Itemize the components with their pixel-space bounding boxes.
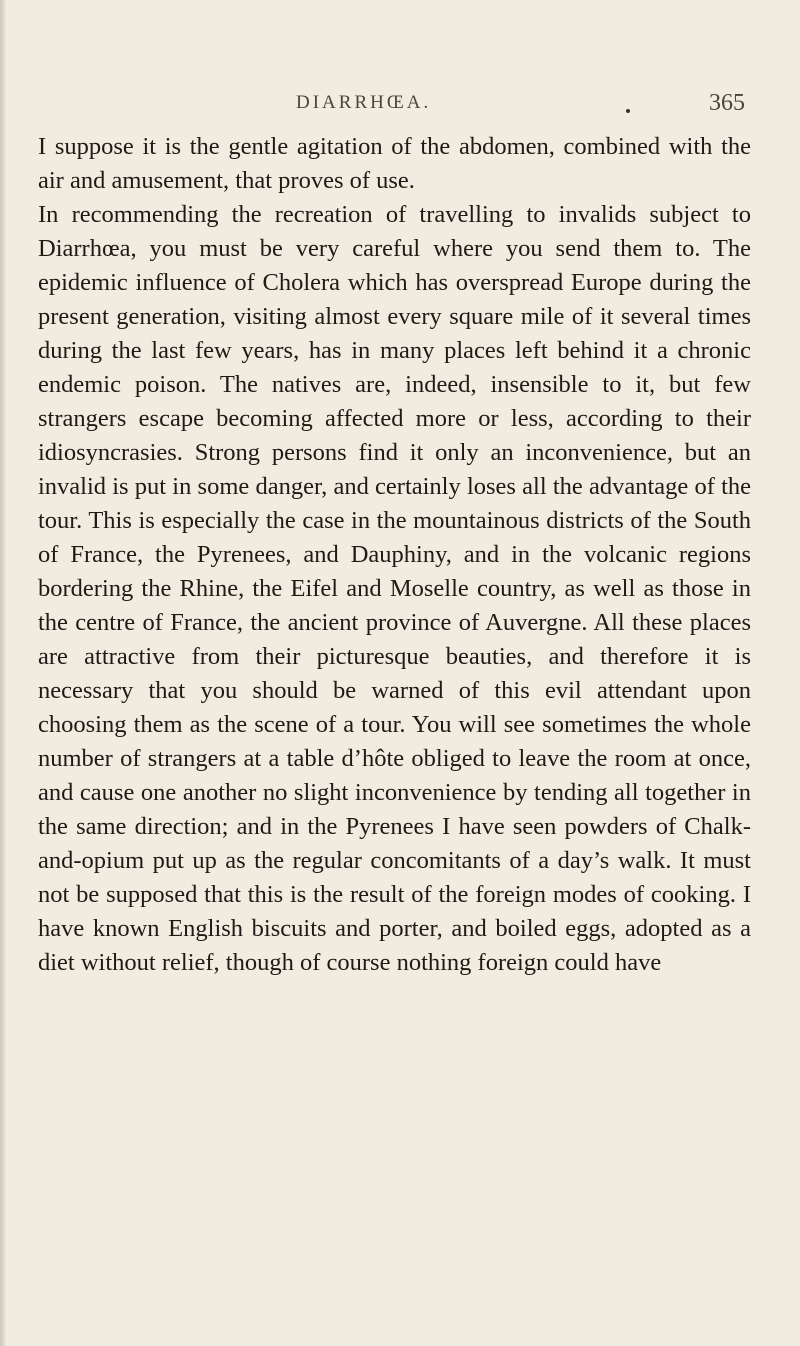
ink-fleck [626,109,630,113]
paragraph-1: I suppose it is the gentle agitation of the abdomen, combined with the air and amusement, that proves of use. [38,133,751,194]
paragraph-2: In recommending the recreation of travelling to invalids subject to Diarrhœa, you must be very careful where you send them to. The epidemic influence of Cholera which has overspread Europe during the present generation, visiting almost every square mile of it several times during the last few years, has in many places left behind it a chronic endemic poison. The natives are, indeed, insensible to it, but few strangers escape becoming affected more or less, according to their idiosyncrasies. Strong persons find it only an inconvenience, but an invalid is put in some danger, and certainly loses all the advantage of the tour. This is especially the case in the mountainous districts of the South of France, the Pyrenees, and Dauphiny, and in the volcanic regions bordering the Rhine, the Eifel and Moselle country, as well as those in the centre of France, the ancient province of Auvergne. All these places are attractive from their picturesque beauties, and therefore it is necessary that you should be warned of this evil attendant upon choosing them as the scene of a tour. You will see sometimes the whole number of strangers at a table d’hôte obliged to leave the room at once, and cause one another no slight inconvenience by tending all together in the same direction; and in the Pyrenees I have seen powders of Chalk-and-opium put up as the regular concomitants of a day’s walk. It must not be supposed that this is the result of the foreign modes of cooking. I have known English biscuits and porter, and boiled eggs, adopted as a diet without relief, though of course nothing foreign could have [38,201,751,976]
page-header [0,92,800,122]
running-head: DIARRHŒA. [296,92,432,113]
page-number: 365 [709,90,745,116]
page-edge-shadow [0,0,6,1346]
body-text [38,130,751,980]
